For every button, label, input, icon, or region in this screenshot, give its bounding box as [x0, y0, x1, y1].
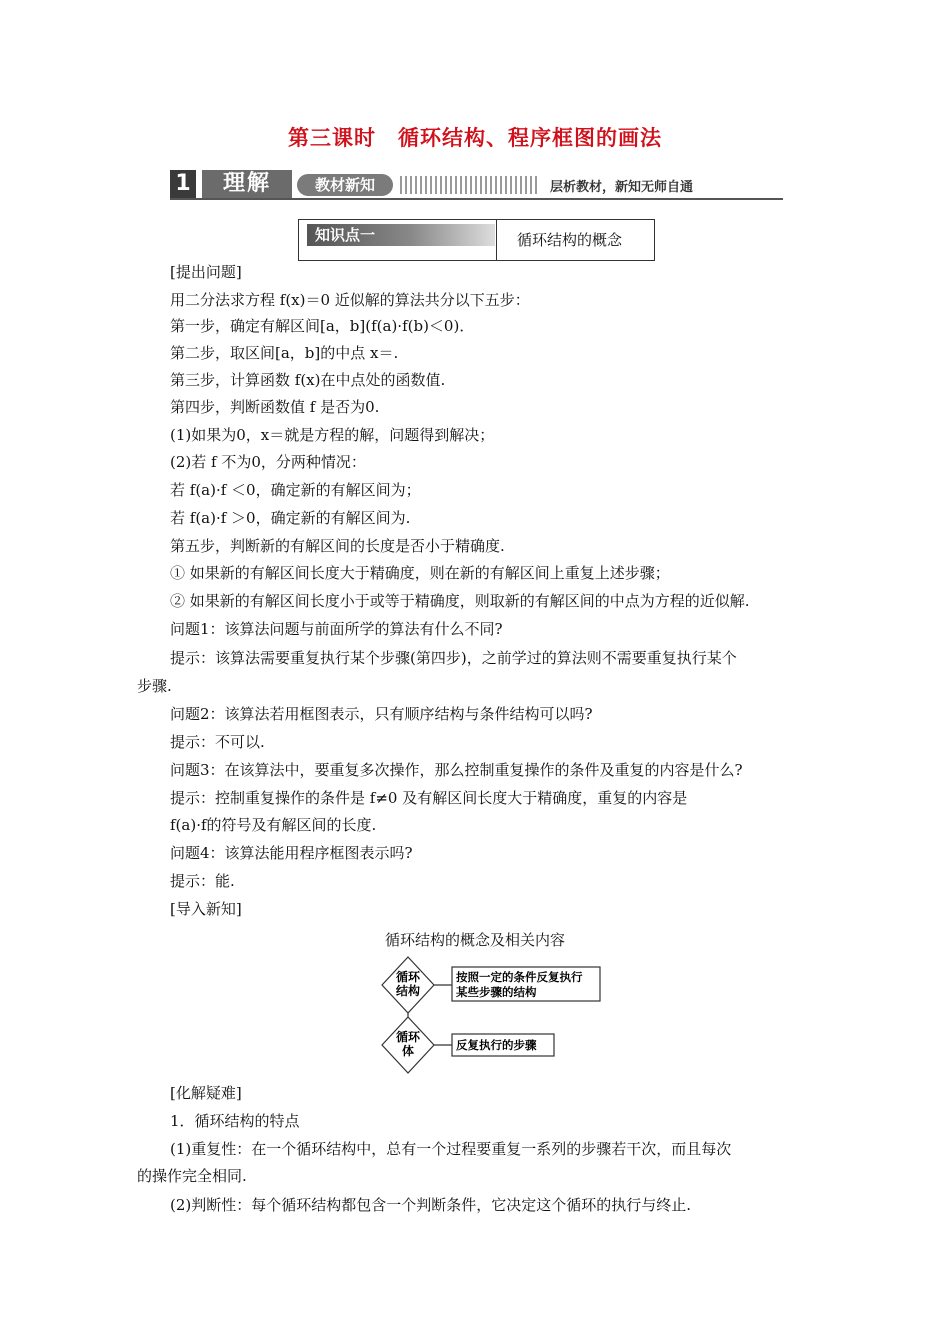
knowledge-point-label: 循环结构的概念 — [517, 231, 623, 249]
paragraph-line: 第五步，判断新的有解区间的长度是否小于精确度. — [170, 537, 505, 555]
node1-desc-line1: 按照一定的条件反复执行 — [456, 970, 583, 984]
node2-label-line1: 循环 — [395, 1030, 421, 1044]
paragraph-line: 第二步，取区间[a，b]的中点 x＝. — [170, 344, 399, 362]
section-heading: [提出问题] — [170, 263, 242, 281]
paragraph-line: 第一步，确定有解区间[a，b](f(a)·f(b)＜0)． — [170, 317, 475, 335]
section-slogan: 层析教材，新知无师自通 — [550, 180, 694, 195]
paragraph-line: (1)重复性：在一个循环结构中，总有一个过程要重复一系列的步骤若干次，而且每次 — [170, 1140, 732, 1158]
paragraph-line: ① 如果新的有解区间长度大于精确度，则在新的有解区间上重复上述步骤； — [170, 564, 670, 582]
question-line: 问题2：该算法若用框图表示，只有顺序结构与条件结构可以吗? — [170, 705, 593, 723]
diagram-title: 循环结构的概念及相关内容 — [384, 931, 565, 949]
paragraph-line: 若 f(a)·f ＞0，确定新的有解区间为. — [170, 509, 411, 527]
banner-rule — [170, 198, 783, 200]
section-badge: 教材新知 — [297, 174, 393, 196]
section-number: 1 — [170, 170, 196, 198]
node1-desc-line2: 某些步骤的结构 — [456, 985, 537, 999]
concept-diagram — [380, 955, 610, 1075]
page-title: 第三课时 循环结构、程序框图的画法 — [288, 126, 662, 150]
knowledge-point-tag: 知识点一 — [307, 224, 495, 246]
question-line: 问题1：该算法问题与前面所学的算法有什么不同? — [170, 620, 503, 638]
section-banner — [170, 168, 783, 200]
paragraph-line: (1)如果为0，x＝就是方程的解，问题得到解决； — [170, 426, 495, 444]
node1-label-line2: 结构 — [395, 984, 421, 998]
hint-line: 提示：不可以. — [170, 733, 265, 751]
paragraph-line: 的操作完全相同. — [137, 1167, 247, 1185]
paragraph-line: 用二分法求方程 f(x)＝0 近似解的算法共分以下五步： — [170, 291, 530, 309]
hint-line: 提示：控制重复操作的条件是 f≠0 及有解区间长度大于精确度，重复的内容是 — [170, 789, 688, 807]
node2-label-line2: 体 — [401, 1044, 415, 1058]
paragraph-line: 第三步，计算函数 f(x)在中点处的函数值. — [170, 371, 446, 389]
hint-line: f(a)·f的符号及有解区间的长度. — [170, 816, 377, 834]
question-line: 问题3：在该算法中，要重复多次操作，那么控制重复操作的条件及重复的内容是什么? — [170, 761, 743, 779]
node2-desc: 反复执行的步骤 — [456, 1038, 537, 1052]
paragraph-line: (2)判断性：每个循环结构都包含一个判断条件，它决定这个循环的执行与终止. — [170, 1196, 692, 1214]
section-heading: [导入新知] — [170, 900, 242, 918]
paragraph-line: 第四步，判断函数值 f 是否为0. — [170, 398, 380, 416]
paragraph-line: (2)若 f 不为0，分两种情况： — [170, 453, 366, 471]
question-line: 问题4：该算法能用程序框图表示吗? — [170, 844, 413, 862]
hint-line: 步骤. — [137, 677, 172, 695]
hint-line: 提示：能. — [170, 872, 235, 890]
node1-label-line1: 循环 — [395, 970, 421, 984]
paragraph-line: ② 如果新的有解区间长度小于或等于精确度，则取新的有解区间的中点为方程的近似解. — [170, 592, 750, 610]
knowledge-point-box — [298, 219, 655, 261]
section-heading: [化解疑难] — [170, 1084, 242, 1102]
decorative-stripes — [400, 176, 540, 194]
subheading: 1．循环结构的特点 — [170, 1112, 300, 1130]
hint-line: 提示：该算法需要重复执行某个步骤(第四步)，之前学过的算法则不需要重复执行某个 — [170, 649, 737, 667]
paragraph-line: 若 f(a)·f ＜0，确定新的有解区间为； — [170, 481, 421, 499]
knowledge-point-divider — [496, 220, 497, 260]
section-word: 理解 — [202, 170, 292, 198]
